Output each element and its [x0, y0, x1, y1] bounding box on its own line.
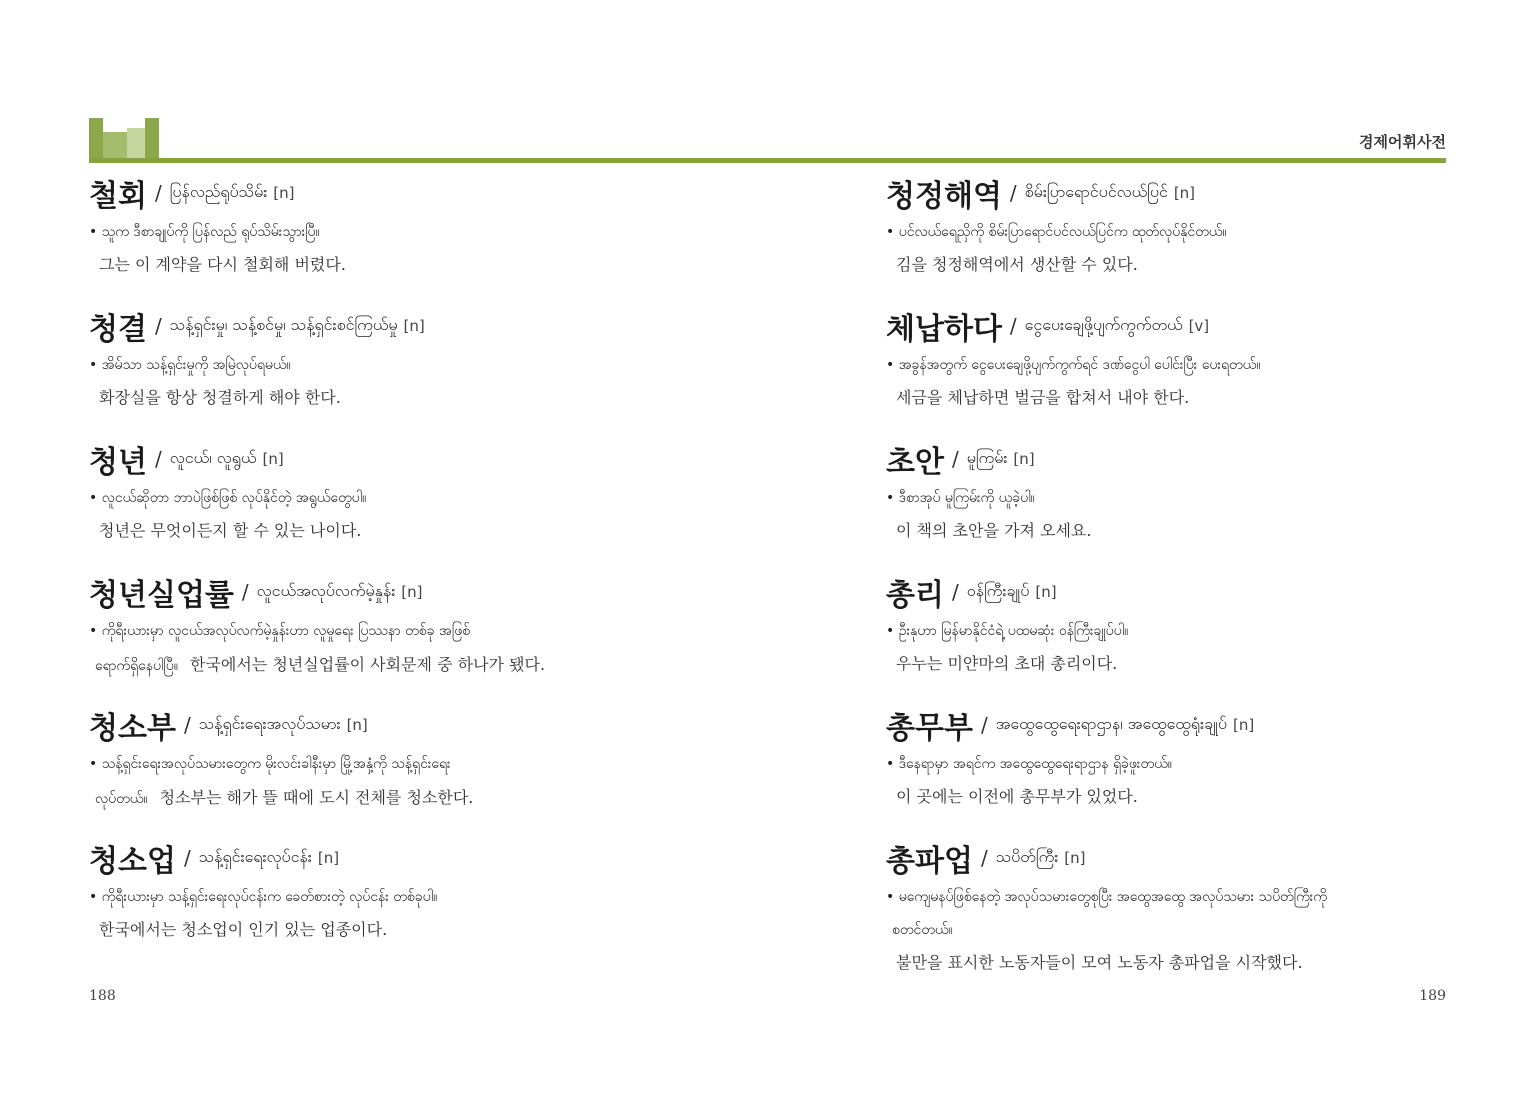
- page-number-right: 189: [1419, 988, 1446, 1004]
- example-myanmar: • သူက ဒီစာချုပ်ကို ပြန်လည် ရုပ်သိမ်းသွားပြီ။: [89, 224, 320, 240]
- dictionary-entry: [89, 702, 729, 835]
- entry-term: 청년: [89, 445, 147, 480]
- entry-translation: သပိတ်ကြီး: [995, 847, 1059, 866]
- entry-term: 철회: [89, 179, 147, 214]
- separator: /: [241, 580, 249, 604]
- dictionary-entry: [89, 303, 729, 436]
- separator: /: [1009, 181, 1017, 205]
- entry-translation: ပြန်လည်ရုပ်သိမ်း: [169, 182, 268, 201]
- entry-pos: [n]: [262, 450, 284, 468]
- dictionary-entry: [886, 835, 1526, 972]
- example-myanmar: • ဒီစာအုပ် မူကြမ်းကို ယူခဲ့ပါ။: [886, 490, 1035, 506]
- example-myanmar: • ဦးနုဟာ မြန်မာနိုင်ငံရဲ့ ပထမဆုံး ဝန်ကြီးချုပ်ပါ။: [886, 623, 1129, 639]
- entry-pos: [n]: [317, 849, 340, 867]
- entry-pos: [n]: [1064, 849, 1086, 867]
- book-title: 경제어휘사전: [1359, 133, 1446, 151]
- separator: /: [980, 846, 988, 870]
- example-myanmar: • လူငယ်ဆိုတာ ဘာပဲဖြစ်ဖြစ် လုပ်နိုင်တဲ့ အရွယ်တွေပါ။: [89, 490, 367, 506]
- entry-translation: လူငယ်၊ လူရွယ်: [169, 448, 257, 467]
- entry-translation: ဝန်ကြီးချုပ်: [966, 581, 1030, 600]
- example-continuation: [89, 781, 729, 816]
- example-myanmar-cont: ရောက်ရှိနေပါပြီ။: [95, 658, 178, 674]
- entry-pos: [v]: [1188, 317, 1210, 335]
- entry-term: 총무부: [886, 711, 973, 746]
- entry-term: 청년실업률: [89, 578, 234, 613]
- example-korean: 이 곳에는 이전에 총무부가 있었다.: [896, 787, 1138, 806]
- example-myanmar-cont: လုပ်တယ်။: [95, 791, 148, 807]
- separator: /: [980, 713, 988, 737]
- entry-pos: [n]: [1035, 583, 1057, 601]
- entry-translation: သန့်ရှင်းရေးလုပ်ငန်း: [198, 847, 312, 866]
- separator: /: [154, 314, 162, 338]
- entry-term: 청소부: [89, 711, 176, 746]
- entry-term: 체납하다: [886, 312, 1002, 347]
- example-myanmar: • အခွန်အတွက် ငွေပေးချေဖို့ပျက်ကွက်ရင် ဒဏ်ငွေပါ ပေါင်းပြီး ပေးရတယ်။: [886, 357, 1261, 373]
- entry-term: 초안: [886, 445, 944, 480]
- entry-translation: သန့်ရှင်းရေးအလုပ်သမား: [198, 714, 341, 733]
- example-myanmar: • ကိုရီးယားမှာ လူငယ်အလုပ်လက်မဲ့နှုန်းဟာ လူမှုရေး ပြဿနာ တစ်ခု အဖြစ်: [89, 623, 471, 639]
- entry-translation: အထွေထွေရေးရာဌာန၊ အထွေထွေရုံးချုပ်: [995, 714, 1227, 733]
- entry-term: 총리: [886, 578, 944, 613]
- example-korean: 불만을 표시한 노동자들이 모여 노동자 총파업을 시작했다.: [896, 953, 1303, 972]
- entry-translation: လူငယ်အလုပ်လက်မဲ့နှုန်း: [256, 581, 396, 600]
- example-korean: 김을 청정해역에서 생산할 수 있다.: [896, 255, 1138, 274]
- dictionary-entry: [89, 436, 729, 569]
- entry-pos: [n]: [403, 317, 425, 335]
- example-korean: 청년은 무엇이든지 할 수 있는 나이다.: [99, 521, 362, 540]
- separator: /: [154, 447, 162, 471]
- example-korean: 세금을 체납하면 벌금을 합쳐서 내야 한다.: [896, 388, 1190, 407]
- entry-pos: [n]: [401, 583, 423, 601]
- entry-translation: စိမ်းပြာရောင်ပင်လယ်ပြင်: [1024, 182, 1168, 201]
- entry-term: 청소업: [89, 844, 176, 879]
- separator: /: [183, 846, 191, 870]
- example-myanmar: • မကျေမနပ်ဖြစ်နေတဲ့ အလုပ်သမားတွေစုပြီး အထွေအထွေ အလုပ်သမား သပိတ်ကြီးကို: [886, 889, 1327, 905]
- separator: /: [183, 713, 191, 737]
- separator: /: [951, 580, 959, 604]
- example-korean: 한국에서는 청소업이 인기 있는 업종이다.: [99, 920, 388, 939]
- entry-translation: ငွေပေးချေဖို့ပျက်ကွက်တယ်: [1024, 315, 1183, 334]
- separator: /: [951, 447, 959, 471]
- example-myanmar: • ပင်လယ်ရေညှိကို စိမ်းပြာရောင်ပင်လယ်ပြင်က ထုတ်လုပ်နိုင်တယ်။: [886, 224, 1227, 240]
- separator: /: [1009, 314, 1017, 338]
- dictionary-entry: [886, 170, 1526, 303]
- example-korean: 화장실을 항상 청결하게 해야 한다.: [99, 388, 341, 407]
- header-rule: [89, 158, 1446, 163]
- dictionary-entry: [89, 569, 729, 702]
- entry-pos: [n]: [1232, 716, 1255, 734]
- entry-pos: [n]: [346, 716, 368, 734]
- dictionary-entry: [89, 835, 729, 968]
- dictionary-entry: [886, 702, 1526, 835]
- right-page-column: [886, 170, 1526, 972]
- dictionary-entry: [886, 569, 1526, 702]
- entry-term: 청결: [89, 312, 147, 347]
- example-continuation: [89, 648, 729, 683]
- example-korean: 이 책의 초안을 가져 오세요.: [896, 521, 1092, 540]
- entry-pos: [n]: [1173, 184, 1196, 202]
- separator: /: [154, 181, 162, 205]
- example-myanmar: • အိမ်သာ သန့်ရှင်းမှုကို အမြဲလုပ်ရမယ်။: [89, 357, 291, 373]
- entry-pos: [n]: [273, 184, 295, 202]
- example-korean: 그는 이 계약을 다시 철회해 버렸다.: [99, 255, 346, 274]
- example-korean: 우누는 미얀마의 초대 총리이다.: [896, 654, 1118, 673]
- dictionary-entry: [886, 436, 1526, 569]
- entry-translation: မူကြမ်း: [966, 448, 1008, 467]
- example-continuation: [886, 914, 1526, 947]
- example-myanmar: • ဒီနေရာမှာ အရင်က အထွေထွေရေးရာဌာန ရှိခဲ့ဖူးတယ်။: [886, 756, 1172, 772]
- dictionary-entry: [886, 303, 1526, 436]
- entry-term: 총파업: [886, 844, 973, 879]
- page-number-left: 188: [89, 988, 116, 1004]
- example-myanmar: • ကိုရီးယားမှာ သန့်ရှင်းရေးလုပ်ငန်းက ခေတ်စားတဲ့ လုပ်ငန်း တစ်ခုပါ။: [89, 889, 438, 905]
- left-page-column: [89, 170, 729, 968]
- example-korean: 한국에서는 청년실업률이 사회문제 중 하나가 됐다.: [189, 655, 546, 674]
- example-myanmar: • သန့်ရှင်းရေးအလုပ်သမားတွေက မိုးလင်းခါနီးမှာ မြို့အနှံ့ကို သန့်ရှင်းရေး: [89, 756, 451, 772]
- example-myanmar-cont: စတင်တယ်။: [892, 922, 953, 938]
- example-korean: 청소부는 해가 뜰 때에 도시 전체를 청소한다.: [159, 788, 474, 807]
- header-decoration: [89, 118, 159, 158]
- entry-pos: [n]: [1013, 450, 1035, 468]
- entry-term: 청정해역: [886, 179, 1002, 214]
- entry-translation: သန့်ရှင်းမှု၊ သန့်စင်မှု၊ သန့်ရှင်းစင်ကြယ်မှု: [169, 315, 398, 334]
- dictionary-entry: [89, 170, 729, 303]
